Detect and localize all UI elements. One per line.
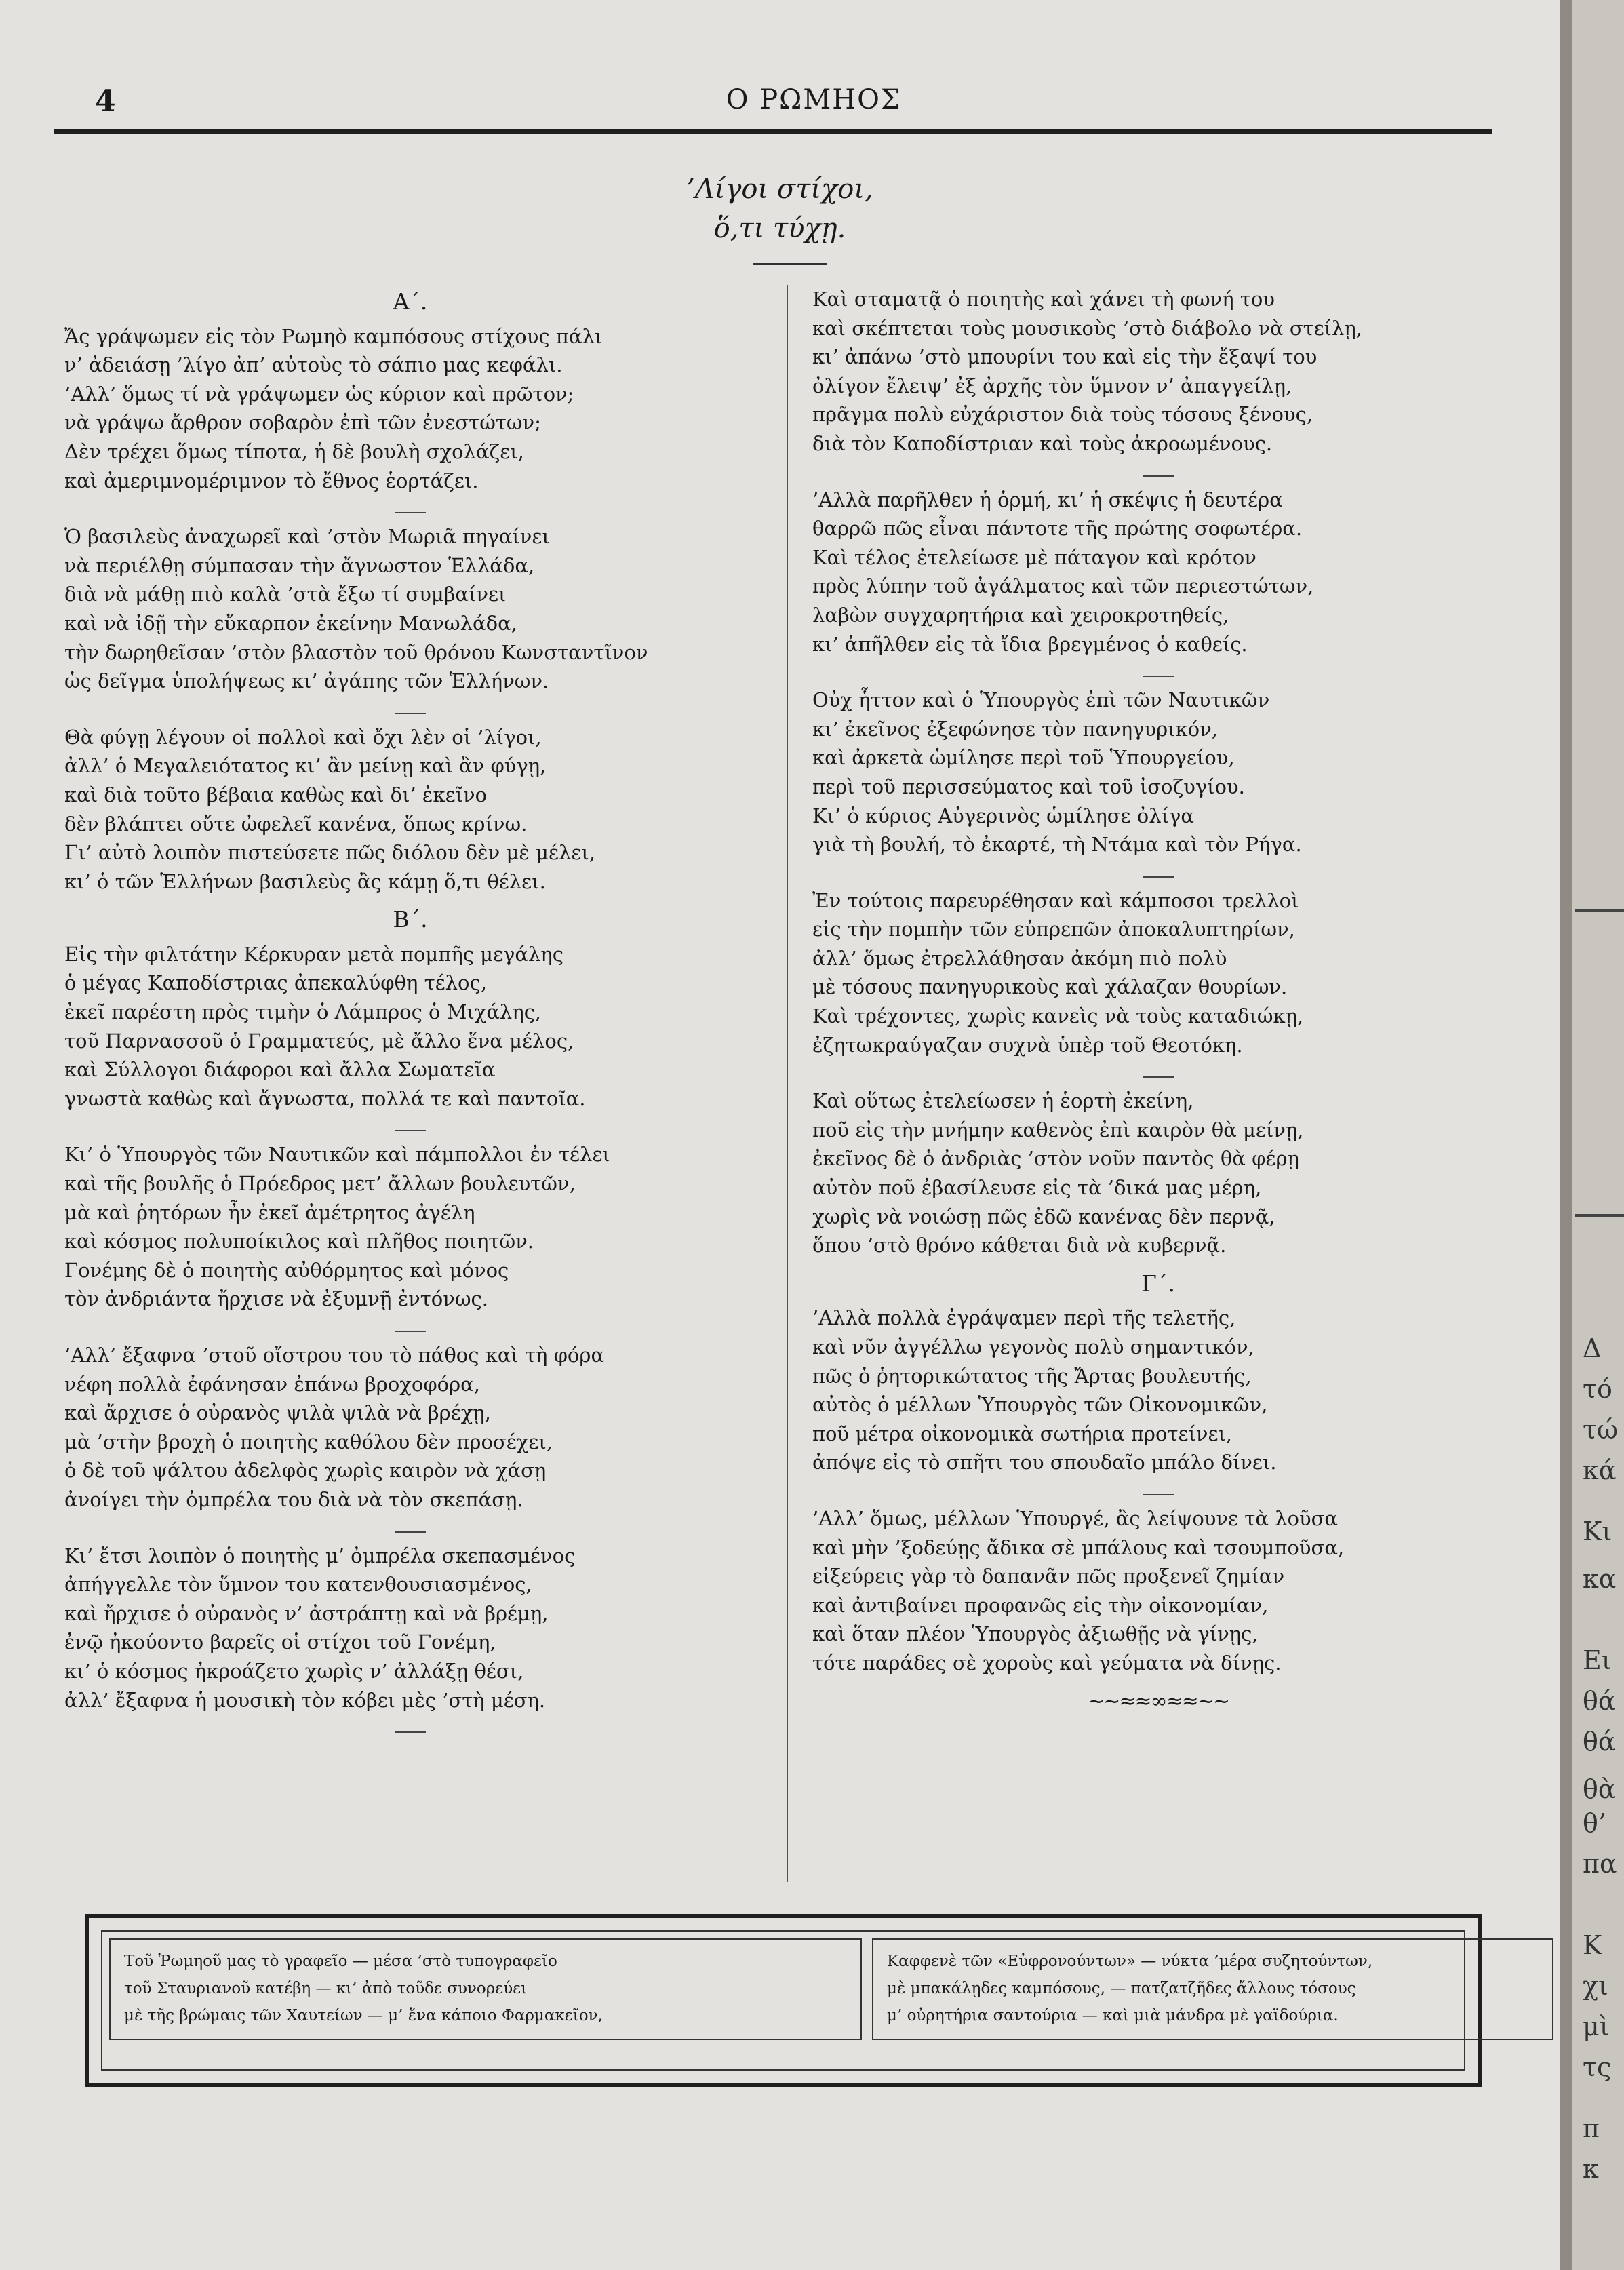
- verse-line: διὰ τὸν Καποδίστριαν καὶ τοὺς ἀκροωμένους.: [812, 431, 1273, 455]
- verse-line: νέφη πολλὰ ἐφάνησαν ἐπάνω βροχοφόρα,: [64, 1372, 480, 1396]
- stanza: [64, 1542, 756, 1715]
- verse-line: Ἄς γράψωμεν εἰς τὸν Ρωμηὸ καμπόσους στίχους πάλι: [64, 324, 603, 348]
- right-column: [812, 285, 1504, 1716]
- verse-line: κι’ ἀπάνω ’στὸ μπουρίνι του καὶ εἰς τὴν ἔξαψί του: [812, 345, 1318, 369]
- stanza: [812, 285, 1504, 458]
- verse-line: καὶ νὰ ἰδῇ τὴν εὔκαρπον ἐκείνην Μανωλάδα,: [64, 611, 517, 635]
- verse-line: ὅπου ’στὸ θρόνο κάθεται διὰ νὰ κυβερνᾷ.: [812, 1234, 1227, 1257]
- verse-line: ’Αλλ’ ὅμως, μέλλων Ὑπουργέ, ἂς λείψουνε τὰ λοῦσα: [812, 1506, 1338, 1530]
- advertisement-box: [85, 1914, 1482, 2087]
- verse-line: Ἐν τούτοις παρευρέθησαν καὶ κάμποσοι τρελλοὶ: [812, 888, 1299, 912]
- advertisement-line: Καφφενὲ τῶν «Εὐφρονούντων» — νύκτα ’μέρα συζητούντων,: [887, 1953, 1373, 1970]
- stanza: [64, 322, 756, 496]
- verse-line: Καὶ τρέχοντες, χωρὶς κανεὶς νὰ τοὺς καταδιώκῃ,: [812, 1004, 1304, 1028]
- verse-line: χωρὶς νὰ νοιώσῃ πῶς ἐδῶ κανένας δὲν περνᾷ,: [812, 1205, 1275, 1228]
- stanza-separator: [64, 1122, 756, 1140]
- adjacent-page-fragment: πα: [1583, 1849, 1617, 1879]
- stanza: [64, 522, 756, 696]
- gutter-rule: [1575, 909, 1624, 912]
- adjacent-page-fragment: μὶ: [1583, 2012, 1610, 2041]
- verse-line: καὶ ἄρχισε ὁ οὐρανὸς ψιλὰ ψιλὰ νὰ βρέχῃ,: [64, 1401, 491, 1425]
- adjacent-page-fragment: τς: [1583, 2052, 1612, 2082]
- section-heading: Α΄.: [393, 288, 428, 315]
- verse-line: κι’ ὁ κόσμος ἠκροάζετο χωρὶς ν’ ἀλλάξῃ θέσι,: [64, 1659, 524, 1683]
- verse-line: Κι’ ὁ Ὑπουργὸς τῶν Ναυτικῶν καὶ πάμπολλοι ἐν τέλει: [64, 1143, 610, 1167]
- stanza-separator: [64, 1323, 756, 1341]
- verse-line: δὲν βλάπτει οὔτε ὠφελεῖ κανένα, ὅπως κρίνω.: [64, 812, 528, 836]
- binding-shadow: [1560, 0, 1572, 2270]
- verse-line: μὲ τόσους πανηγυρικοὺς καὶ χάλαζαν θουρίων.: [812, 975, 1288, 999]
- verse-line: ἀπόψε εἰς τὸ σπῆτι του σπουδαῖο μπάλο δίνει.: [812, 1451, 1277, 1474]
- stanza-separator: [64, 1724, 756, 1742]
- verse-line: Θὰ φύγῃ λέγουν οἱ πολλοὶ καὶ ὄχι λὲν οἱ ’λίγοι,: [64, 725, 542, 749]
- verse-line: ποῦ μέτρα οἰκονομικὰ σωτήρια προτείνει,: [812, 1422, 1233, 1445]
- verse-line: πρὸς λύπην τοῦ ἀγάλματος καὶ τῶν περιεστώτων,: [812, 574, 1314, 598]
- adjacent-page-fragment: θὰ: [1583, 1774, 1616, 1804]
- verse-line: Κι’ ὁ κύριος Αὐγερινὸς ὡμίλησε ὀλίγα: [812, 804, 1194, 827]
- verse-line: πῶς ὁ ῥητορικώτατος τῆς Ἄρτας βουλευτής,: [812, 1364, 1252, 1388]
- adjacent-page-fragment: Κι: [1583, 1516, 1612, 1546]
- advertisement-line: μ’ οὐρητήρια σαντούρια — καὶ μιὰ μάνδρα μὲ γαϊδούρια.: [887, 2007, 1339, 2024]
- verse-line: Οὐχ ἧττον καὶ ὁ Ὑπουργὸς ἐπὶ τῶν Ναυτικῶν: [812, 688, 1270, 712]
- verse-line: καὶ ἤρχισε ὁ οὐρανὸς ν’ ἀστράπτῃ καὶ νὰ βρέμῃ,: [64, 1601, 549, 1625]
- stanza: [64, 1341, 756, 1514]
- section-heading: Β΄.: [393, 906, 428, 933]
- verse-line: ἀνοίγει τὴν ὀμπρέλα του διὰ νὰ τὸν σκεπάσῃ.: [64, 1487, 523, 1511]
- verse-line: λαβὼν συγχαρητήρια καὶ χειροκροτηθείς,: [812, 603, 1229, 627]
- masthead: Ο ΡΩΜΗΟΣ: [726, 84, 902, 115]
- verse-line: κι’ ἀπῆλθεν εἰς τὰ ἴδια βρεγμένος ὁ καθείς.: [812, 632, 1248, 656]
- adjacent-page-fragment: θά: [1583, 1686, 1616, 1716]
- verse-line: καὶ διὰ τοῦτο βέβαια καθὼς καὶ δι’ ἐκεῖνο: [64, 783, 488, 806]
- verse-line: αὐτὸν ποῦ ἐβασίλευσε εἰς τὰ ’δικά μας μέρη,: [812, 1176, 1262, 1200]
- verse-line: γιὰ τὴ βουλή, τὸ ἐκαρτέ, τὴ Ντάμα καὶ τὸν Ρήγα.: [812, 833, 1302, 857]
- verse-line: τὸν ἀνδριάντα ἤρχισε νὰ ἐξυμνῇ ἐντόνως.: [64, 1287, 489, 1311]
- verse-line: ’Αλλ’ ἔξαφνα ’στοῦ οἴστρου του τὸ πάθος καὶ τὴ φόρα: [64, 1344, 605, 1367]
- verse-line: νὰ περιέλθῃ σύμπασαν τὴν ἄγνωστον Ἑλλάδα,: [64, 553, 535, 577]
- verse-line: καὶ ἀμεριμνομέριμνον τὸ ἔθνος ἑορτάζει.: [64, 469, 479, 492]
- verse-line: καὶ σκέπτεται τοὺς μουσικοὺς ’στὸ διάβολο νὰ στείλῃ,: [812, 316, 1363, 340]
- verse-line: Εἰς τὴν φιλτάτην Κέρκυραν μετὰ πομπῆς μεγάλης: [64, 942, 563, 966]
- stanza-separator: [64, 705, 756, 723]
- stanza-separator: [812, 1487, 1504, 1504]
- adjacent-page-fragment: Ει: [1583, 1645, 1612, 1675]
- verse-line: ἀλλ’ ἔξαφνα ἡ μουσικὴ τὸν κόβει μὲς ’στὴ μέση.: [64, 1688, 546, 1712]
- verse-line: καὶ τῆς βουλῆς ὁ Πρόεδρος μετ’ ἄλλων βουλευτῶν,: [64, 1172, 576, 1196]
- verse-line: γνωστὰ καθὼς καὶ ἄγνωστα, πολλά τε καὶ παντοῖα.: [64, 1087, 586, 1110]
- verse-line: Καὶ τέλος ἐτελείωσε μὲ πάταγον καὶ κρότον: [812, 545, 1256, 569]
- stanza: [812, 1304, 1504, 1477]
- verse-line: ἀλλ’ ὁ Μεγαλειότατος κι’ ἂν μείνῃ καὶ ἂν φύγῃ,: [64, 754, 547, 778]
- adjacent-page-gutter: [1560, 0, 1624, 2270]
- verse-line: ποῦ εἰς τὴν μνήμην καθενὸς ἐπὶ καιρὸν θὰ μείνῃ,: [812, 1118, 1304, 1141]
- verse-line: Καὶ οὕτως ἐτελείωσεν ἡ ἑορτὴ ἐκείνη,: [812, 1089, 1194, 1113]
- verse-line: καὶ ἀρκετὰ ὡμίλησε περὶ τοῦ Ὑπουργείου,: [812, 746, 1235, 770]
- verse-line: κι’ ἐκεῖνος ἐξεφώνησε τὸν πανηγυρικόν,: [812, 717, 1218, 741]
- advertisement-right-panel: [872, 1938, 1553, 2040]
- poem-title-line-1: ’Λίγοι στίχοι,: [686, 174, 873, 205]
- stanza-separator: [812, 1069, 1504, 1087]
- stanza: [64, 1140, 756, 1314]
- verse-line: ἐκεῖ παρέστη πρὸς τιμὴν ὁ Λάμπρος ὁ Μιχάλης,: [64, 1000, 542, 1024]
- verse-line: κι’ ὁ τῶν Ἑλλήνων βασιλεὺς ἂς κάμῃ ὅ,τι θέλει.: [64, 869, 546, 893]
- verse-line: Γι’ αὐτὸ λοιπὸν πιστεύσετε πῶς διόλου δὲν μὲ μέλει,: [64, 841, 595, 865]
- verse-line: θαρρῶ πῶς εἶναι πάντοτε τῆς πρώτης σοφωτέρα.: [812, 517, 1303, 541]
- advertisement-left-panel: [109, 1938, 862, 2040]
- verse-line: ὀλίγον ἔλειψ’ ἐξ ἀρχῆς τὸν ὕμνον ν’ ἀπαγγείλῃ,: [812, 374, 1292, 397]
- verse-line: ’Αλλὰ πολλὰ ἐγράψαμεν περὶ τῆς τελετῆς,: [812, 1306, 1236, 1330]
- verse-line: ἐνῷ ἠκούοντο βαρεῖς οἱ στίχοι τοῦ Γονέμη,: [64, 1630, 496, 1654]
- stanza: [64, 723, 756, 897]
- verse-line: Γονέμης δὲ ὁ ποιητὴς αὐθόρμητος καὶ μόνος: [64, 1258, 509, 1282]
- advertisement-line: μὲ μπακάλῃδες καμπόσους, — πατζατζῆδες ἄλλους τόσους: [887, 1980, 1356, 1997]
- end-ornament: ~~≈≈∞≈≈~~: [1087, 1689, 1229, 1713]
- adjacent-page-fragment: τό: [1583, 1374, 1612, 1404]
- verse-line: μὰ καὶ ῥητόρων ἦν ἐκεῖ ἀμέτρητος ἀγέλη: [64, 1200, 475, 1224]
- adjacent-page-fragment: κα: [1583, 1564, 1617, 1594]
- advertisement-line: μὲ τῆς βρώμαις τῶν Χαυτείων — μ’ ἕνα κάποιο Φαρμακεῖον,: [124, 2007, 603, 2024]
- verse-line: ἀλλ’ ὅμως ἐτρελλάθησαν ἀκόμη πιὸ πολὺ: [812, 946, 1227, 970]
- adjacent-page-fragment: Κ: [1583, 1930, 1602, 1960]
- verse-line: ἀπήγγελλε τὸν ὕμνον του κατενθουσιασμένος,: [64, 1573, 532, 1597]
- verse-line: αὐτὸς ὁ μέλλων Ὑπουργὸς τῶν Οἰκονομικῶν,: [812, 1393, 1268, 1417]
- masthead-rule: [54, 129, 1492, 134]
- adjacent-page-fragment: χι: [1583, 1971, 1608, 2001]
- verse-line: ὡς δεῖγμα ὑπολήψεως κι’ ἀγάπης τῶν Ἑλλήνων.: [64, 669, 549, 693]
- adjacent-page-fragment: θ’: [1583, 1808, 1606, 1838]
- verse-line: νὰ γράψω ἄρθρον σοβαρὸν ἐπὶ τῶν ἐνεστώτων;: [64, 411, 541, 435]
- verse-line: καὶ νῦν ἀγγέλλω γεγονὸς πολὺ σημαντικόν,: [812, 1335, 1254, 1358]
- stanza-separator: [64, 505, 756, 522]
- stanza-separator: [812, 468, 1504, 486]
- verse-line: διὰ νὰ μάθῃ πιὸ καλὰ ’στὰ ἔξω τί συμβαίνει: [64, 583, 507, 606]
- verse-line: Δὲν τρέχει ὅμως τίποτα, ἡ δὲ βουλὴ σχολάζει,: [64, 439, 524, 463]
- verse-line: ἐκεῖνος δὲ ὁ ἀνδριὰς ’στὸν νοῦν παντὸς θὰ φέρῃ: [812, 1147, 1299, 1171]
- stanza-separator: [64, 1524, 756, 1542]
- adjacent-page-fragment: π: [1583, 2113, 1600, 2143]
- verse-line: ὁ δὲ τοῦ ψάλτου ἀδελφὸς χωρὶς καιρὸν νὰ χάσῃ: [64, 1459, 547, 1483]
- verse-line: τοῦ Παρνασσοῦ ὁ Γραμματεύς, μὲ ἄλλο ἕνα μέλος,: [64, 1029, 574, 1053]
- verse-line: τὴν δωρηθεῖσαν ’στὸν βλαστὸν τοῦ θρόνου Κωνσταντῖνον: [64, 640, 648, 664]
- stanza-separator: [812, 668, 1504, 686]
- verse-line: εἰξεύρεις γὰρ τὸ δαπανᾶν πῶς προξενεῖ ζημίαν: [812, 1565, 1285, 1588]
- advertisement-line: τοῦ Σταυριανοῦ κατέβη — κι’ ἀπὸ τοῦδε συνορεύει: [124, 1980, 528, 1997]
- stanza: [812, 486, 1504, 659]
- column-divider: [787, 285, 788, 1882]
- verse-line: καὶ ἀντιβαίνει προφανῶς εἰς τὴν οἰκονομίαν,: [812, 1593, 1269, 1617]
- section-heading: Γ΄.: [1141, 1270, 1175, 1297]
- poem-title: [610, 170, 949, 248]
- verse-line: Κι’ ἔτσι λοιπὸν ὁ ποιητὴς μ’ ὀμπρέλα σκεπασμένος: [64, 1544, 576, 1567]
- verse-line: καὶ ὅταν πλέον Ὑπουργὸς ἀξιωθῇς νὰ γίνῃς,: [812, 1622, 1259, 1646]
- verse-line: καὶ Σύλλογοι διάφοροι καὶ ἄλλα Σωματεῖα: [64, 1058, 496, 1082]
- stanza: [812, 1504, 1504, 1678]
- verse-line: πρᾶγμα πολὺ εὐχάριστον διὰ τοὺς τόσους ξένους,: [812, 403, 1313, 427]
- adjacent-page-fragment: τώ: [1583, 1415, 1619, 1445]
- stanza: [812, 686, 1504, 859]
- adjacent-page-fragment: Δ: [1583, 1333, 1602, 1363]
- adjacent-page-fragment: κ: [1583, 2154, 1599, 2184]
- adjacent-page-fragment: θά: [1583, 1727, 1616, 1757]
- stanza: [64, 940, 756, 1114]
- verse-line: εἰς τὴν πομπὴν τῶν εὐπρεπῶν ἀποκαλυπτηρίων,: [812, 918, 1295, 941]
- verse-line: ’Αλλὰ παρῆλθεν ἡ ὁρμή, κι’ ἡ σκέψις ἡ δευτέρα: [812, 488, 1283, 511]
- verse-line: καὶ κόσμος πολυποίκιλος καὶ πλῆθος ποιητῶν.: [64, 1230, 534, 1253]
- verse-line: ’Αλλ’ ὅμως τί νὰ γράψωμεν ὡς κύριον καὶ πρῶτον;: [64, 382, 574, 406]
- verse-line: ν’ ἀδειάσῃ ’λίγο ἀπ’ αὐτοὺς τὸ σάπιο μας κεφάλι.: [64, 353, 563, 377]
- page-number: 4: [95, 84, 116, 119]
- verse-line: περὶ τοῦ περισσεύματος καὶ τοῦ ἰσοζυγίου.: [812, 775, 1245, 798]
- verse-line: Ὁ βασιλεὺς ἀναχωρεῖ καὶ ’στὸν Μωριᾶ πηγαίνει: [64, 525, 550, 549]
- verse-line: καὶ μὴν ’ξοδεύῃς ἄδικα σὲ μπάλους καὶ τσουμποῦσα,: [812, 1535, 1345, 1559]
- left-column: [64, 285, 756, 1742]
- adjacent-page-fragment: κά: [1583, 1455, 1617, 1485]
- verse-line: ἐζητωκραύγαζαν συχνὰ ὑπὲρ τοῦ Θεοτόκη.: [812, 1033, 1243, 1057]
- poem-title-line-2: ὅ,τι τύχῃ.: [713, 213, 846, 244]
- verse-line: τότε παράδες σὲ χοροὺς καὶ γεύματα νὰ δίνῃς.: [812, 1651, 1282, 1675]
- verse-line: μὰ ’στὴν βροχὴ ὁ ποιητὴς καθόλου δὲν προσέχει,: [64, 1430, 553, 1453]
- verse-line: ὁ μέγας Καποδίστριας ἀπεκαλύφθη τέλος,: [64, 971, 487, 995]
- verse-line: Καὶ σταματᾷ ὁ ποιητὴς καὶ χάνει τὴ φωνή του: [812, 288, 1275, 311]
- gutter-rule: [1575, 1214, 1624, 1217]
- stanza: [812, 1087, 1504, 1260]
- title-rule: [753, 263, 827, 265]
- stanza-separator: [812, 869, 1504, 886]
- stanza: [812, 886, 1504, 1060]
- advertisement-line: Τοῦ Ῥωμηοῦ μας τὸ γραφεῖο — μέσα ’στὸ τυπογραφεῖο: [124, 1953, 557, 1970]
